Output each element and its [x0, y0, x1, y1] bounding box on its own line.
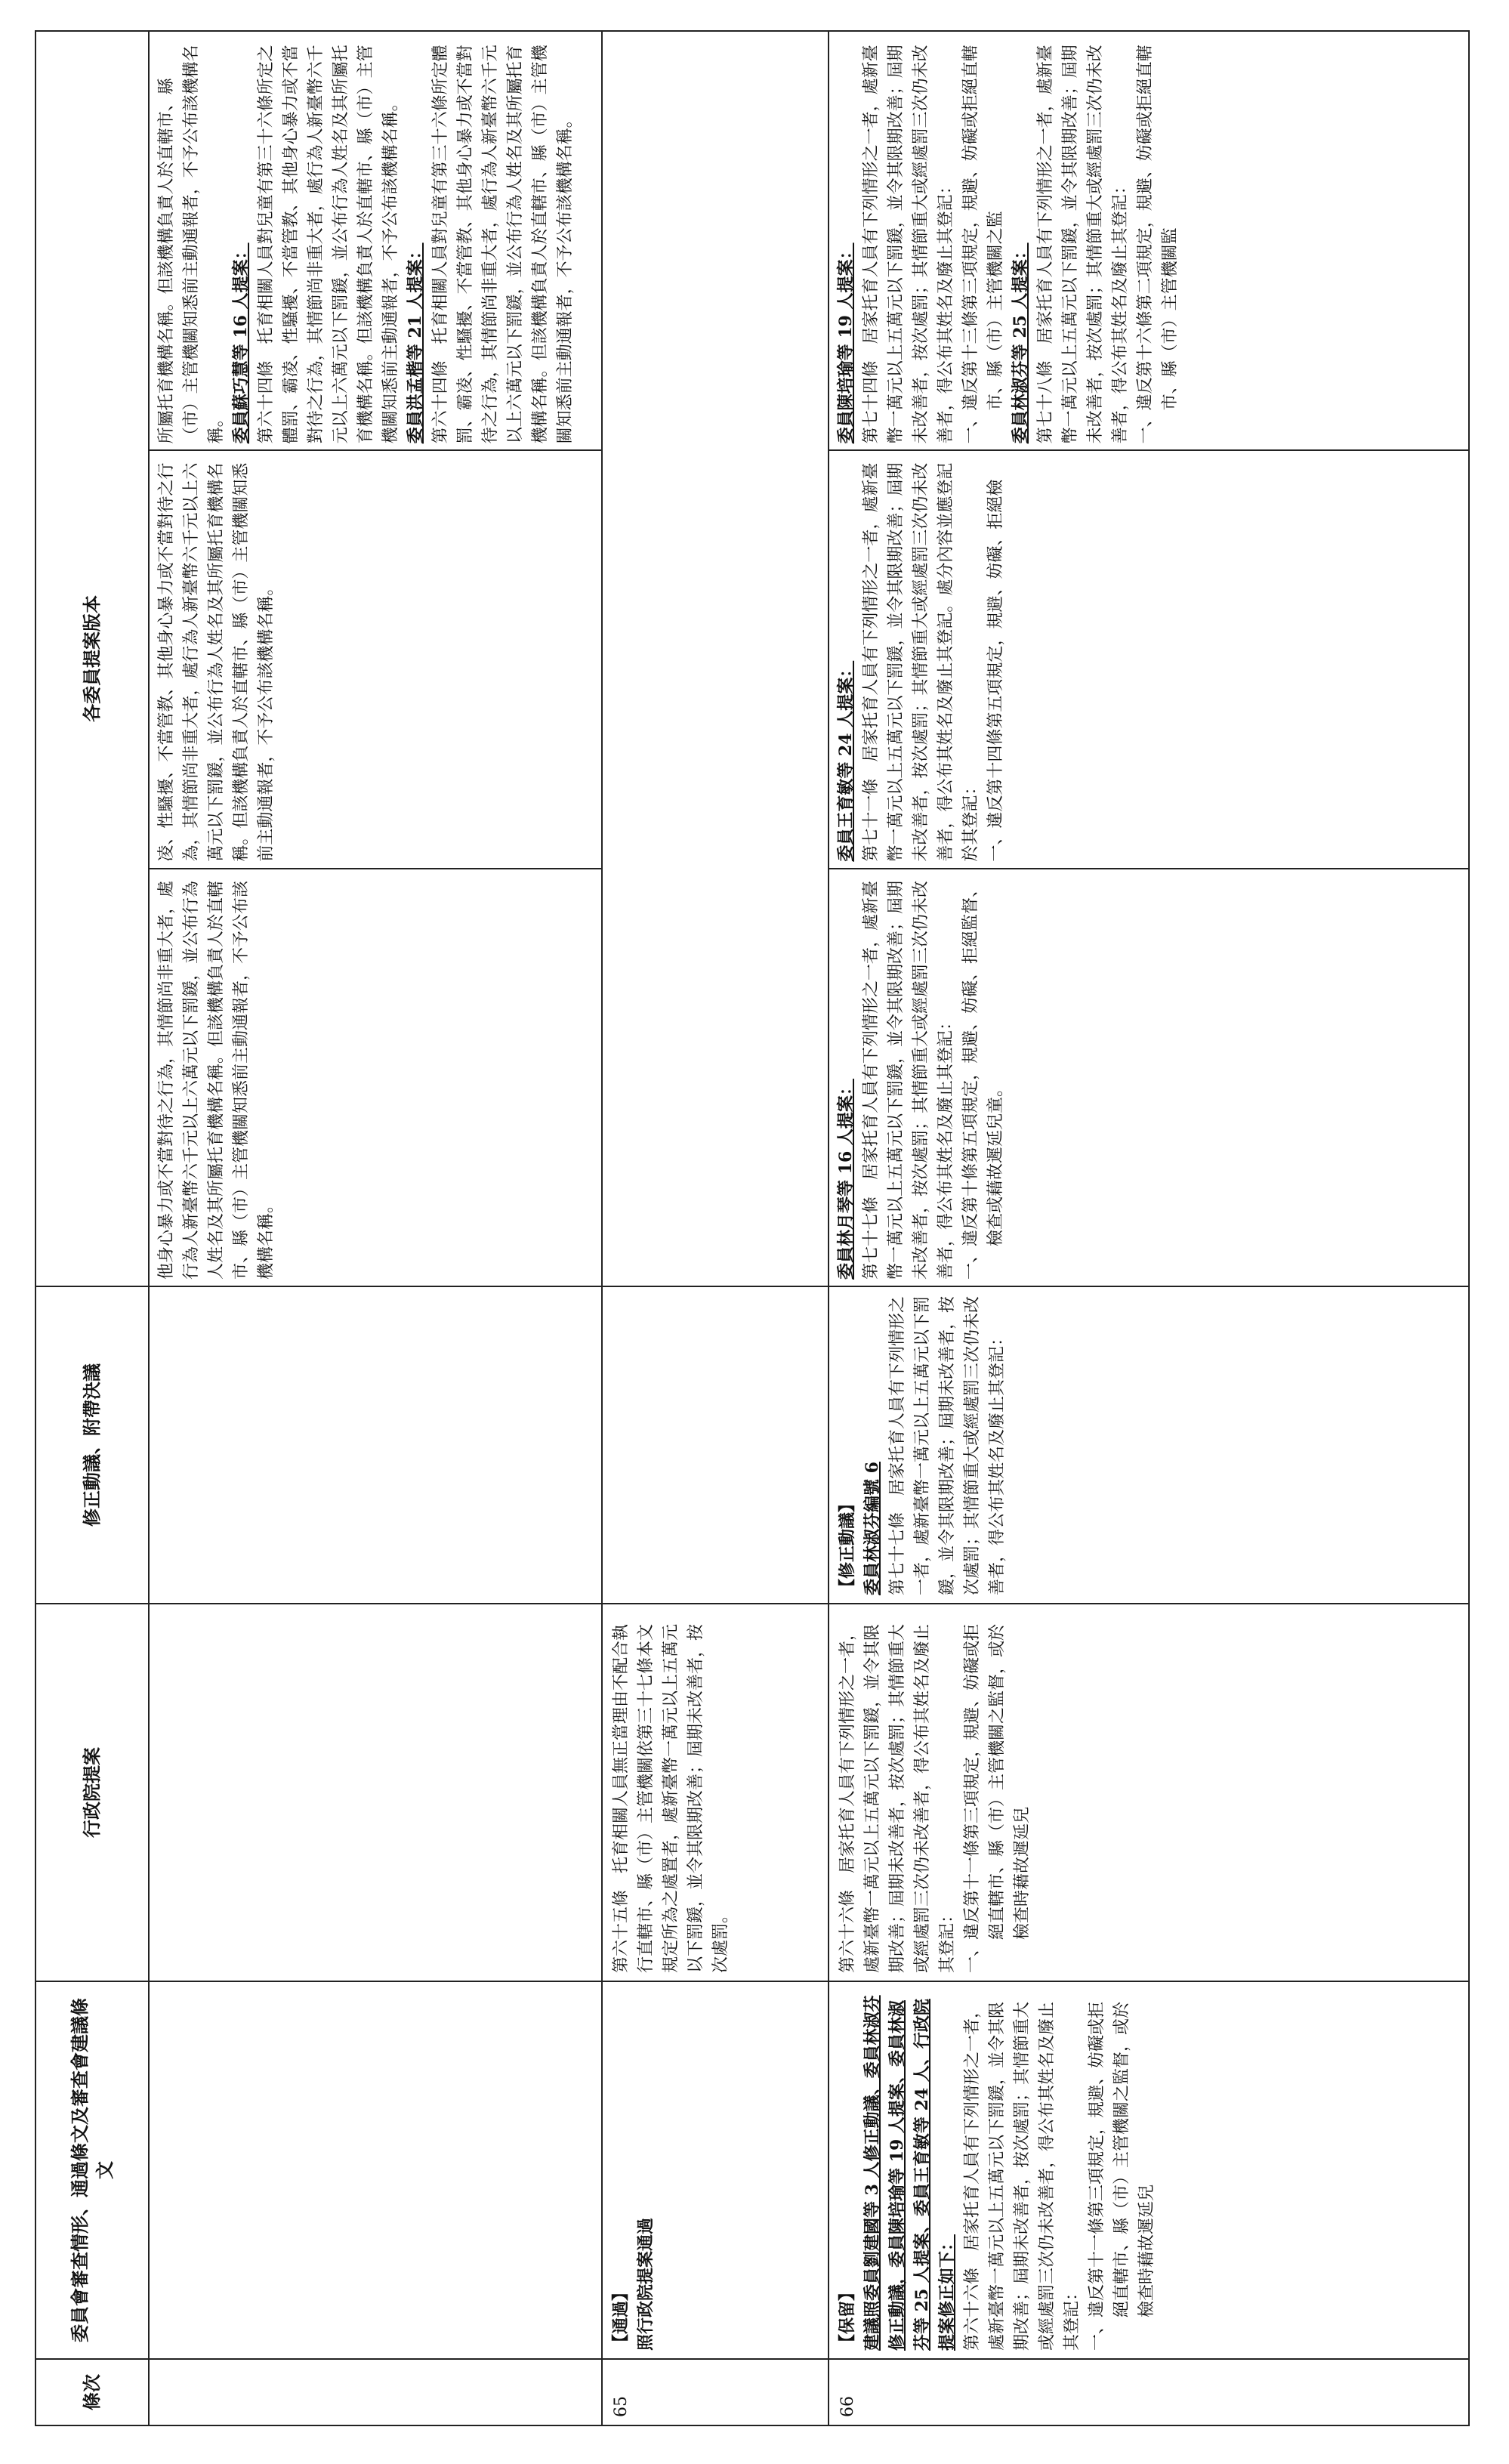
- cell-amend: [829, 1286, 1469, 1604]
- committee-text: 照行政院提案通過: [635, 2217, 656, 2351]
- proposal-item: 一、違反第十六條第二項規定，規避、妨礙或拒絕直轄市、縣（市）主管機關監: [1135, 45, 1180, 444]
- committee-item: 一、違反第十一條第三項規定，規避、妨礙或拒絕直轄市、縣（市）主管機關之監督，或於檢查時藉故遲延兒: [1087, 2001, 1156, 2351]
- header-proposals: 各委員提案版本: [35, 31, 149, 1286]
- proposal-text: 所屬托育機構名稱。但該機構負責人於直轄市、縣（市）主管機關知悉前主動通報者，不予公布該機構名稱。: [156, 45, 226, 444]
- committee-recommendation: 建議照委員劉建國等 3 人修正動議、委員林淑芬修正動議，委員陳培瑜等 19 人提案、委員林淑芬等 25 人提案、委員王育敏等 24 人、行政院提案修正如下：: [862, 1995, 957, 2351]
- cell-proposals: [829, 31, 1469, 1286]
- table-row: [149, 31, 602, 2425]
- cell-proposals: [149, 31, 602, 1286]
- proposal-col-a: [829, 868, 1468, 1286]
- header-amend: 修正動議、附帶決議: [35, 1286, 149, 1604]
- proposal-item: 一、違反第十條第五項規定，規避、妨礙、拒絕監督、檢查或藉故遲延兒童。: [961, 880, 1005, 1280]
- proposal-text: 第七十八條 居家托育人員有下列情形之一者，處新臺幣一萬元以上五萬元以下罰鍰，並令其限期改善；屆期未改善者，按次處罰；其情節重大或經處罰三次仍未改善者，得公布其姓名及廢止其登記：: [1035, 45, 1130, 444]
- proposal-col-b: [150, 449, 601, 867]
- proposal-text: 他身心暴力或不當對待之行為，其情節尚非重大者，處行為人新臺幣六千元以上六萬元以下罰鍰，並公布行為人姓名及其所屬托育機構名稱。但該機構負責人於直轄市、縣（市）主管機關知悉前主動通報者，不予公布該機構名稱。: [156, 880, 276, 1280]
- proposal-title: 委員林月琴等 16 人提案：: [835, 1079, 856, 1280]
- amend-tag: 【修正動議】: [837, 1495, 857, 1595]
- exec-text: 第六十五條 托育相關人員無正當理由不配合執行直轄市、縣（市）主管機關依第三十七條本文規定所為之處置者，處新臺幣一萬元以上五萬元以下罰鍰，並令其限期改善；屆期未改善者，按次處罰。: [611, 1623, 730, 1973]
- cell-proposals: [602, 31, 829, 1286]
- proposal-col-c: [150, 32, 601, 449]
- proposal-col-a: [150, 868, 601, 1286]
- cell-committee: [602, 1981, 829, 2359]
- cell-committee: [829, 1981, 1469, 2359]
- exec-item: 一、違反第十一條第三項規定，規避、妨礙或拒絕直轄市、縣（市）主管機關之監督，或於檢查時藉故遲延兒: [962, 1623, 1032, 1973]
- proposal-col-b: [829, 449, 1468, 867]
- proposal-text: 第七十四條 居家托育人員有下列情形之一者，處新臺幣一萬元以上五萬元以下罰鍰，並令其限期改善；屆期未改善者，按次處罰；其情節重大或經處罰三次仍未改善者，得公布其姓名及廢止其登記：: [861, 45, 955, 444]
- proposal-item: 一、違反第十三條第三項規定，規避、妨礙或拒絕直轄市、縣（市）主管機關之監: [961, 45, 1005, 444]
- header-committee: 委員會審查情形、通過條文及審查會建議條文: [35, 1981, 149, 2359]
- comparison-table: [35, 30, 1470, 2426]
- rotated-page: [35, 32, 1470, 2426]
- proposal-item: 一、違反第十四條第五項規定，規避、妨礙、拒絕檢: [986, 479, 1005, 862]
- status-tag: 【通過】: [610, 2283, 631, 2351]
- article-number: 66: [829, 2359, 1469, 2425]
- cell-exec: [829, 1604, 1469, 1981]
- proposal-text: 凌、性騷擾、不當管教、其他身心暴力或不當對待之行為，其情節尚非重大者，處行為人新臺幣六千元以上六萬元以下罰鍰，並公布行為人姓名及其所屬托育機構名稱。但該機構負責人於直轄市、縣（市）主管機關知悉前主動通報者，不予公布該機構名稱。: [156, 462, 276, 862]
- cell-amend: [602, 1286, 829, 1604]
- proposal-text: 第六十四條 托育相關人員對兒童有第三十六條所定體罰、霸凌、性騷擾、不當管教、其他身心暴力或不當對待之行為，其情節尚非重大者，處行為人新臺幣六千元以上六萬元以下罰鍰，並公布行為人姓名及其所屬托育機構名稱。但該機構負責人於直轄市、縣（市）主管機關知悉前主動通報者，不予公布該機構名稱。: [430, 45, 575, 444]
- header-row: [35, 31, 149, 2425]
- table-row-65: [602, 31, 829, 2425]
- cell-amend: [149, 1286, 602, 1604]
- proposal-text: 第七十七條 居家托育人員有下列情形之一者，處新臺幣一萬元以上五萬元以下罰鍰，並令其限期改善；屆期未改善者，按次處罰；其情節重大或經處罰三次仍未改善者，得公布其姓名及廢止其登記：: [861, 880, 955, 1280]
- cell-no: [149, 2359, 602, 2425]
- table-row-66: [829, 31, 1469, 2425]
- exec-text: 第六十六條 居家托育人員有下列情形之一者，處新臺幣一萬元以上五萬元以下罰鍰，並令其限期改善；屆期未改善者，按次處罰；其情節重大或經處罰三次仍未改善者，得公布其姓名及廢止其登記：: [838, 1623, 957, 1973]
- status-tag: 【保留】: [837, 2283, 857, 2351]
- header-exec: 行政院提案: [35, 1604, 149, 1981]
- cell-committee: [149, 1981, 602, 2359]
- cell-exec: [149, 1604, 602, 1981]
- proposal-title: 委員陳培瑜等 19 人提案：: [835, 242, 856, 444]
- proposal-title: 委員蘇巧慧等 16 人提案：: [230, 242, 251, 444]
- proposal-col-c: [829, 32, 1468, 449]
- proposal-text: 第六十四條 托育相關人員對兒童有第三十六條所定之體罰、霸凌、性騷擾、不當管教、其他身心暴力或不當對待之行為，其情節尚非重大者，處行為人新臺幣六千元以上六萬元以下罰鍰，並公布行為人姓名及其所屬托育機構名稱。但該機構負責人於直轄市、縣（市）主管機關知悉前主動通報者，不予公布該機構名稱。: [256, 45, 400, 444]
- article-number: 65: [602, 2359, 829, 2425]
- cell-exec: [602, 1604, 829, 1981]
- proposal-title: 委員洪孟楷等 21 人提案：: [405, 242, 425, 444]
- committee-text: 第六十六條 居家托育人員有下列情形之一者，處新臺幣一萬元以上五萬元以下罰鍰，並令其限期改善；屆期未改善者，按次處罰；其情節重大或經處罰三次仍未改善者，得公布其姓名及廢止其登記：: [962, 2001, 1082, 2351]
- amend-text: 第七十七條 居家托育人員有下列情形之一者，處新臺幣一萬元以上五萬元以下罰鍰，並令其限期改善；屆期未改善者，按次處罰；其情節重大或經處罰三次仍未改善者，得公布其姓名及廢止其登記：: [887, 1295, 1007, 1595]
- header-no: 條次: [35, 2359, 149, 2425]
- amend-title: 委員林淑芬編號 6: [862, 1462, 882, 1595]
- proposal-text: 第七十一條 居家托育人員有下列情形之一者，處新臺幣一萬元以上五萬元以下罰鍰，並令其限期改善；屆期未改善者，按次處罰；其情節重大或經處罰三次仍未改善者，得公布其姓名及廢止其登記。處分內容並應登記於其登記：: [861, 462, 980, 862]
- proposal-title: 委員王育敏等 24 人提案：: [835, 660, 856, 862]
- proposal-title: 委員林淑芬等 25 人提案：: [1010, 242, 1030, 444]
